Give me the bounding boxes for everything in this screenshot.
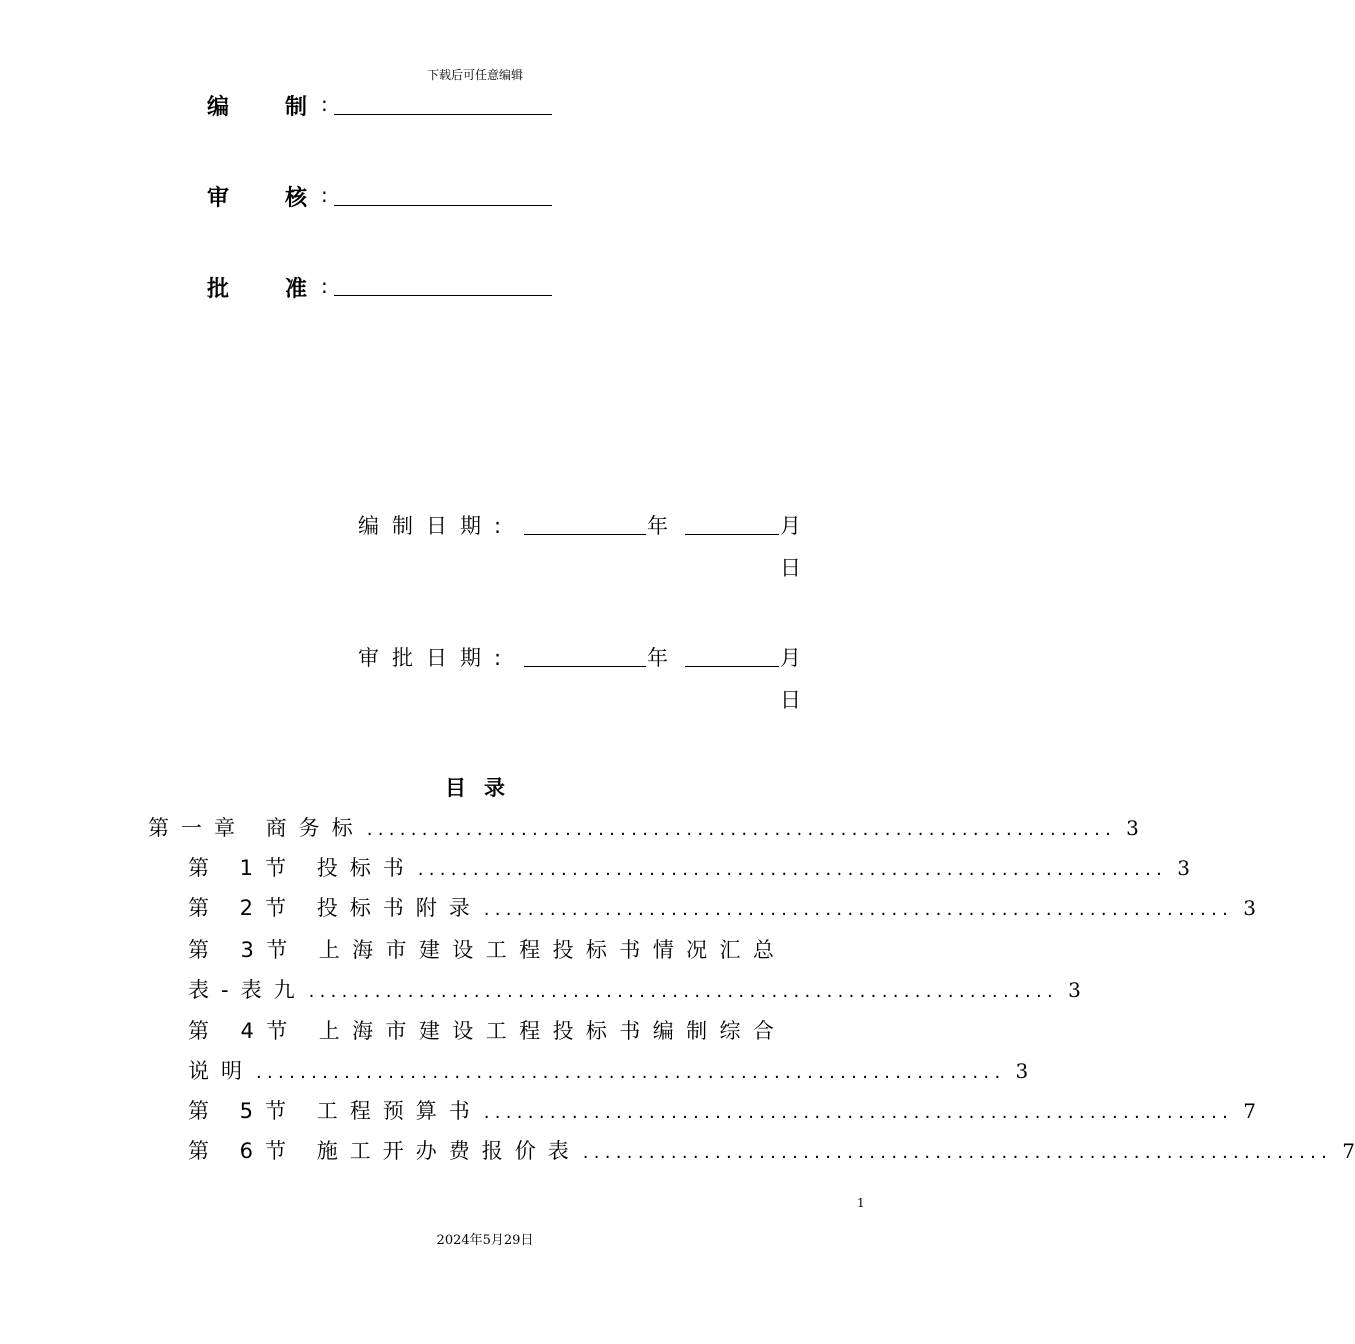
reviewer-label [207, 181, 307, 212]
toc-item-page: 7 [1243, 1099, 1256, 1123]
toc-leader-dots: .................................................................... [366, 819, 1117, 840]
toc-item-chapter-1[interactable] [148, 812, 1139, 842]
page-header: 下载后可任意编辑 [426, 68, 523, 82]
compiler-colon: : [321, 92, 328, 116]
toc-leader-dots: .................................................................... [582, 1142, 1333, 1163]
compile-month-line[interactable] [685, 534, 779, 535]
compiler-label [207, 90, 307, 121]
toc-title: 目录 [445, 776, 523, 800]
approve-day-unit: 日 [780, 688, 801, 712]
toc-item-text: 第 5节 工程预算书 [188, 1099, 482, 1123]
toc-leader-dots: .................................................................... [417, 859, 1168, 880]
toc-leader-dots: .................................................................... [483, 1102, 1234, 1123]
compile-year-line[interactable] [524, 534, 646, 535]
reviewer-signature-line[interactable] [334, 205, 552, 206]
toc-item-section-5[interactable] [188, 1095, 1256, 1125]
compile-year-unit: 年 [647, 514, 668, 538]
toc-item-text: 第 6节 施工开办费报价表 [188, 1139, 581, 1163]
compile-date-label: 编制日期: [358, 514, 515, 538]
approver-signature-line[interactable] [334, 295, 552, 296]
reviewer-colon: : [321, 183, 328, 207]
toc-item-page: 3 [1126, 816, 1139, 840]
reviewer-label-char-1: 审 [207, 186, 230, 211]
toc-item-page: 3 [1015, 1059, 1029, 1083]
toc-leader-dots: .................................................................... [483, 899, 1234, 920]
reviewer-label-char-2: 核 [284, 186, 307, 211]
toc-item-section-1[interactable] [188, 852, 1190, 882]
approve-month-line[interactable] [685, 666, 779, 667]
compile-month-unit: 月 [780, 514, 801, 538]
compiler-label-char-2: 制 [284, 95, 307, 120]
toc-item-text: 第 1节 投标书 [188, 856, 416, 880]
toc-item-section-3-line1[interactable]: 第 3节 上海市建设工程投标书情况汇总 [188, 938, 787, 962]
toc-item-text: 第 2节 投标书附录 [188, 896, 482, 920]
footer-date: 2024年5月29日 [436, 1233, 534, 1248]
toc-item-section-6[interactable] [188, 1135, 1355, 1165]
toc-item-text: 第一章 商务标 [148, 816, 365, 840]
page-number: 1 [857, 1196, 865, 1210]
toc-item-page: 3 [1068, 978, 1081, 1002]
toc-item-text: 表-表九 [188, 978, 307, 1002]
compiler-label-char-1: 编 [207, 95, 230, 120]
compiler-signature-line[interactable] [334, 114, 552, 115]
approve-date-label: 审批日期: [358, 646, 515, 670]
toc-item-section-4-line1[interactable]: 第 4节 上海市建设工程投标书编制综合 [188, 1019, 787, 1043]
approve-year-unit: 年 [647, 646, 668, 670]
toc-leader-dots: .................................................................... [256, 1062, 1006, 1083]
toc-item-page: 7 [1342, 1139, 1355, 1163]
compile-day-unit: 日 [780, 556, 801, 580]
approver-label-char-1: 批 [207, 277, 230, 302]
toc-leader-dots: .................................................................... [308, 981, 1059, 1002]
toc-item-section-2[interactable] [188, 892, 1256, 922]
toc-item-text: 说明 [188, 1059, 254, 1083]
approver-label [207, 272, 307, 303]
approver-colon: : [321, 274, 328, 298]
toc-item-section-3[interactable] [188, 974, 1081, 1004]
approve-year-line[interactable] [524, 666, 646, 667]
approve-month-unit: 月 [780, 646, 801, 670]
toc-item-section-4[interactable] [188, 1055, 1029, 1085]
approver-label-char-2: 准 [284, 277, 307, 302]
toc-item-page: 3 [1243, 896, 1256, 920]
toc-item-page: 3 [1177, 856, 1190, 880]
